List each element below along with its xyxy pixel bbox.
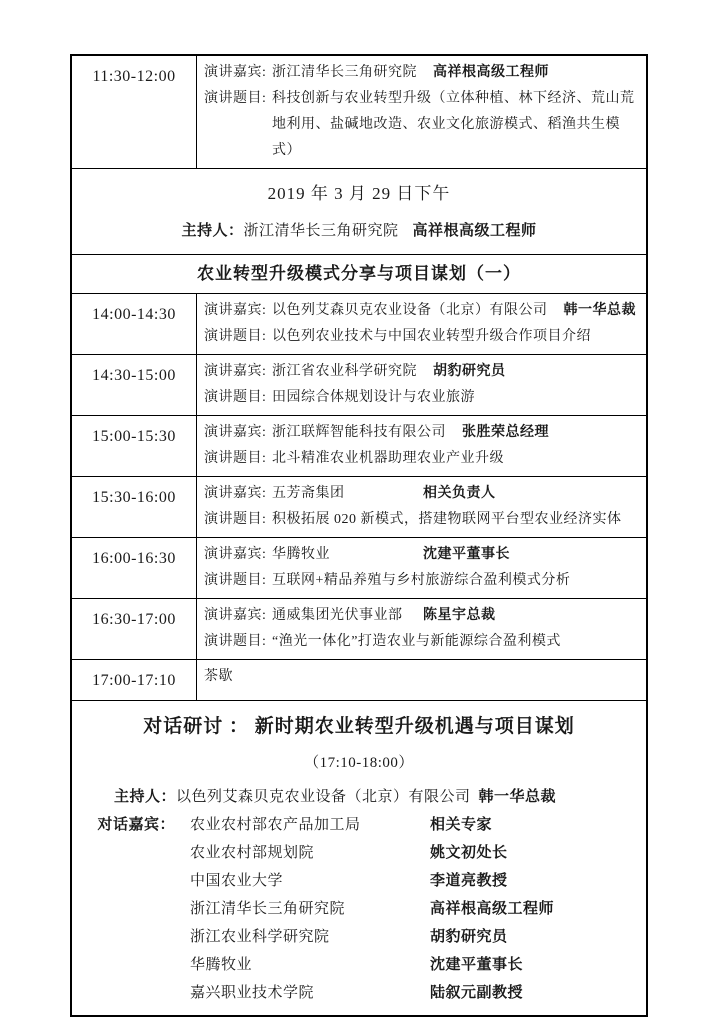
table-row bbox=[72, 294, 646, 355]
host-person: 高祥根高级工程师 bbox=[412, 223, 537, 239]
row-content bbox=[197, 599, 646, 659]
guest-line bbox=[204, 420, 640, 446]
agenda-table bbox=[70, 54, 648, 1017]
guest-person: 相关负责人 bbox=[423, 486, 496, 501]
dialog-guest-row bbox=[97, 923, 636, 951]
table-row bbox=[72, 660, 646, 701]
topic-line bbox=[204, 385, 640, 411]
dialog-host-person: 韩一华总裁 bbox=[478, 789, 557, 805]
guest-label: 演讲嘉宾: bbox=[204, 547, 267, 562]
guest-company: 浙江省农业科学研究院 bbox=[272, 364, 417, 379]
topic-label: 演讲题目: bbox=[204, 512, 267, 527]
guest-person: 高祥根高级工程师 bbox=[430, 901, 555, 917]
table-row bbox=[72, 169, 646, 255]
session-date: 2019 年 3 月 29 日下午 bbox=[267, 184, 451, 203]
guest-org: 浙江农业科学研究院 bbox=[190, 929, 330, 945]
guest-label: 演讲嘉宾: bbox=[204, 425, 267, 440]
dialog-guests-label-spacer bbox=[97, 951, 175, 979]
dialog-guest-row bbox=[97, 895, 636, 923]
afternoon-header bbox=[72, 169, 646, 254]
time-slot: 15:00-15:30 bbox=[72, 416, 197, 476]
topic-label: 演讲题目: bbox=[204, 634, 267, 649]
guest-person: 韩一华总裁 bbox=[563, 303, 636, 318]
guest-label: 演讲嘉宾: bbox=[204, 65, 267, 80]
time-slot: 17:00-17:10 bbox=[72, 660, 197, 700]
guest-company: 华腾牧业 bbox=[272, 547, 330, 562]
dialog-guest-list bbox=[82, 811, 636, 1007]
guest-line bbox=[204, 359, 640, 385]
dialog-guest-row bbox=[97, 839, 636, 867]
guest-line bbox=[204, 603, 640, 629]
topic-line bbox=[204, 507, 640, 533]
guest-line bbox=[204, 60, 640, 86]
row-content bbox=[197, 538, 646, 598]
time-slot: 14:00-14:30 bbox=[72, 294, 197, 354]
dialog-title: 对话研讨 ： 新时期农业转型升级机遇与项目谋划 bbox=[143, 716, 575, 737]
guest-line bbox=[204, 298, 640, 324]
topic-line bbox=[204, 568, 640, 594]
guest-person: 李道亮教授 bbox=[430, 873, 508, 889]
dialog-guest-row bbox=[97, 979, 636, 1007]
guest-label: 演讲嘉宾: bbox=[204, 608, 267, 623]
guest-label: 演讲嘉宾: bbox=[204, 486, 267, 501]
time-slot: 15:30-16:00 bbox=[72, 477, 197, 537]
row-content bbox=[197, 294, 646, 354]
guest-person: 高祥根高级工程师 bbox=[433, 65, 549, 80]
table-row bbox=[72, 599, 646, 660]
dialog-guests-label-spacer bbox=[97, 923, 175, 951]
time-slot: 11:30-12:00 bbox=[72, 56, 197, 168]
topic-label: 演讲题目: bbox=[204, 451, 267, 466]
dialog-section bbox=[72, 701, 646, 1015]
guest-person: 胡豹研究员 bbox=[430, 929, 508, 945]
topic-label: 演讲题目: bbox=[204, 573, 267, 588]
host-label: 主持人： bbox=[181, 223, 244, 239]
dialog-host-org: 以色列艾森贝克农业设备（北京）有限公司 bbox=[176, 789, 471, 805]
host-org: 浙江清华长三角研究院 bbox=[243, 223, 399, 239]
dialog-guest-row bbox=[97, 811, 636, 839]
topic-label: 演讲题目: bbox=[204, 91, 267, 106]
time-slot: 16:30-17:00 bbox=[72, 599, 197, 659]
guest-person: 相关专家 bbox=[430, 817, 493, 833]
topic-text: 田园综合体规划设计与农业旅游 bbox=[272, 390, 475, 405]
guest-company: 浙江联辉智能科技有限公司 bbox=[272, 425, 446, 440]
guest-org: 农业农村部农产品加工局 bbox=[190, 817, 361, 833]
time-slot: 16:00-16:30 bbox=[72, 538, 197, 598]
table-row bbox=[72, 255, 646, 294]
table-row bbox=[72, 56, 646, 169]
guest-company: 以色列艾森贝克农业设备（北京）有限公司 bbox=[272, 303, 548, 318]
dialog-guest-row bbox=[97, 867, 636, 895]
topic-text: 互联网+精品养殖与乡村旅游综合盈利模式分析 bbox=[272, 573, 571, 588]
dialog-host-line bbox=[82, 784, 636, 810]
topic-line bbox=[204, 446, 640, 472]
guest-person: 陈星宇总裁 bbox=[423, 608, 496, 623]
guest-person: 张胜荣总经理 bbox=[462, 425, 549, 440]
table-row bbox=[72, 416, 646, 477]
guest-label: 演讲嘉宾: bbox=[204, 364, 267, 379]
dialog-guests-label-spacer bbox=[97, 867, 175, 895]
dialog-guests-label-spacer bbox=[97, 895, 175, 923]
topic-label: 演讲题目: bbox=[204, 329, 267, 344]
guest-org: 华腾牧业 bbox=[190, 957, 253, 973]
row-content bbox=[197, 56, 646, 168]
topic-label: 演讲题目: bbox=[204, 390, 267, 405]
topic-line bbox=[204, 629, 640, 655]
dialog-guests-label: 对话嘉宾： bbox=[97, 817, 175, 833]
session-host-line bbox=[72, 218, 646, 244]
guest-person: 姚文初处长 bbox=[430, 845, 508, 861]
guest-person: 胡豹研究员 bbox=[433, 364, 506, 379]
guest-company: 五芳斋集团 bbox=[272, 486, 345, 501]
table-row bbox=[72, 701, 646, 1015]
topic-text: 积极拓展 020 新模式，搭建物联网平台型农业经济实体 bbox=[272, 512, 622, 527]
topic-line bbox=[204, 324, 640, 350]
guest-person: 陆叙元副教授 bbox=[430, 985, 524, 1001]
row-content bbox=[197, 416, 646, 476]
guest-line bbox=[204, 542, 640, 568]
row-content bbox=[197, 660, 646, 700]
guest-person: 沈建平董事长 bbox=[423, 547, 510, 562]
topic-text: 科技创新与农业转型升级（立体种植、林下经济、荒山荒地利用、盐碱地改造、农业文化旅游模式、稻渔共生模式） bbox=[272, 91, 635, 158]
tea-break-label: 茶歇 bbox=[204, 669, 233, 684]
topic-line bbox=[204, 86, 640, 164]
guest-org: 中国农业大学 bbox=[190, 873, 284, 889]
guest-org: 嘉兴职业技术学院 bbox=[190, 985, 315, 1001]
time-slot: 14:30-15:00 bbox=[72, 355, 197, 415]
topic-text: 北斗精准农业机器助理农业产业升级 bbox=[272, 451, 504, 466]
table-row bbox=[72, 538, 646, 599]
row-content bbox=[197, 477, 646, 537]
topic-text: “渔光一体化”打造农业与新能源综合盈利模式 bbox=[272, 634, 561, 649]
guest-org: 浙江清华长三角研究院 bbox=[190, 901, 346, 917]
session-title: 农业转型升级模式分享与项目谋划（一） bbox=[197, 264, 521, 283]
dialog-guests-label-spacer bbox=[97, 839, 175, 867]
guest-line bbox=[204, 481, 640, 507]
guest-company: 通威集团光伏事业部 bbox=[272, 608, 403, 623]
guest-label: 演讲嘉宾: bbox=[204, 303, 267, 318]
row-content bbox=[197, 355, 646, 415]
dialog-guests-label-spacer bbox=[97, 979, 175, 1007]
guest-person: 沈建平董事长 bbox=[430, 957, 524, 973]
dialog-host-label: 主持人： bbox=[114, 789, 177, 805]
dialog-time-note: （17:10-18:00） bbox=[304, 755, 414, 771]
dialog-guest-row bbox=[97, 951, 636, 979]
tea-break-line bbox=[204, 664, 640, 690]
guest-company: 浙江清华长三角研究院 bbox=[272, 65, 417, 80]
topic-text: 以色列农业技术与中国农业转型升级合作项目介绍 bbox=[272, 329, 591, 344]
table-row bbox=[72, 477, 646, 538]
table-row bbox=[72, 355, 646, 416]
guest-org: 农业农村部规划院 bbox=[190, 845, 315, 861]
